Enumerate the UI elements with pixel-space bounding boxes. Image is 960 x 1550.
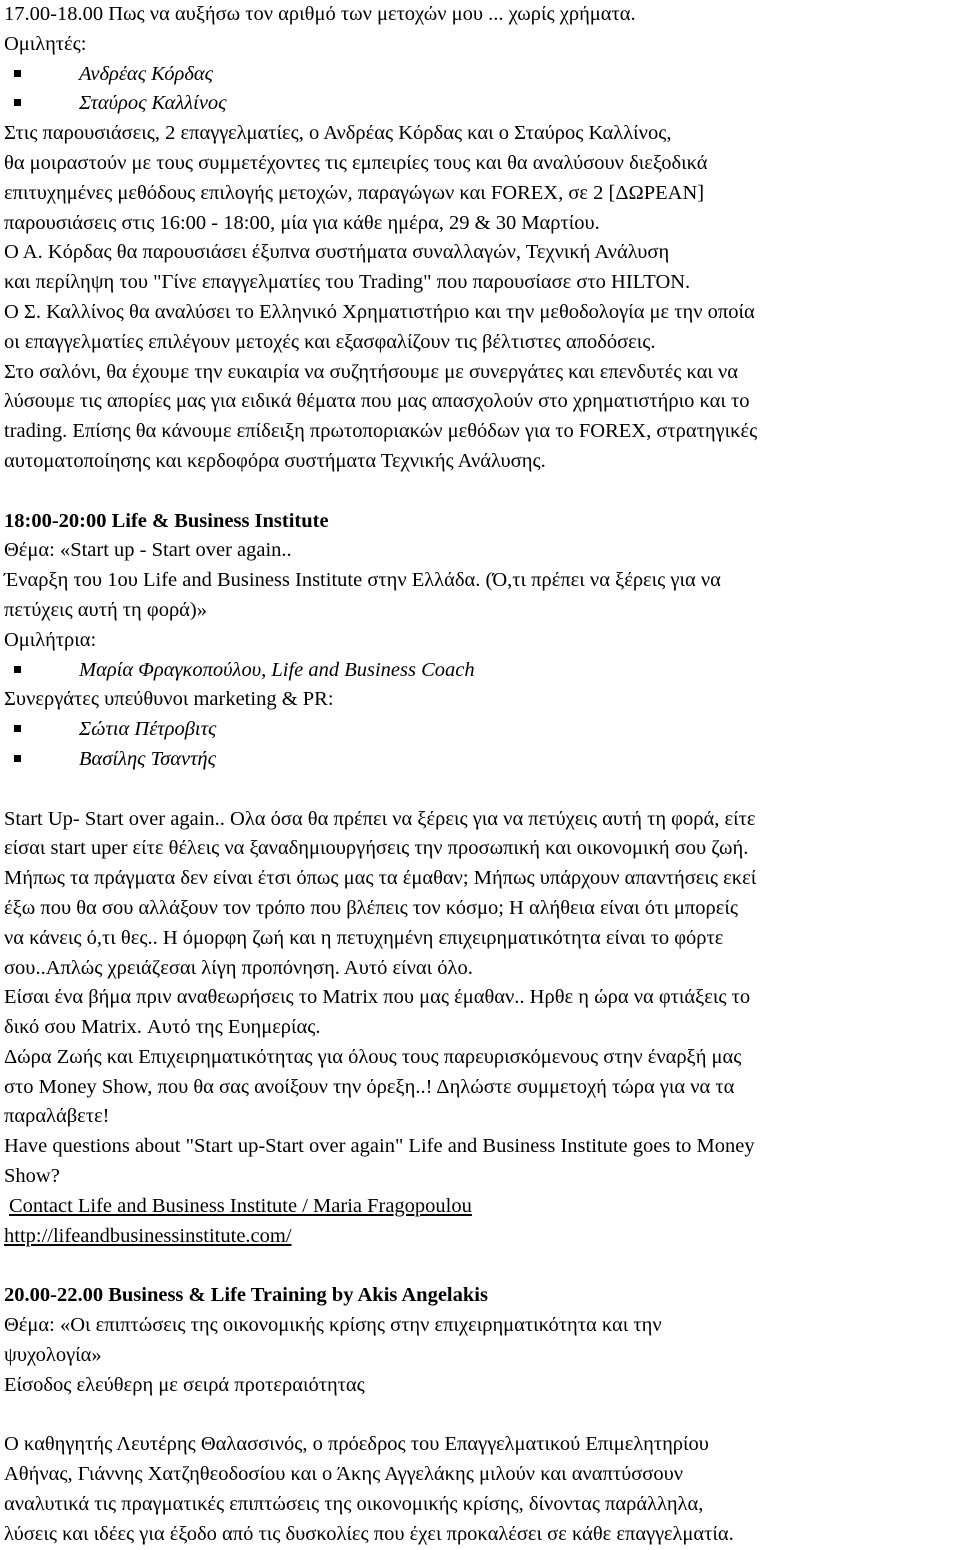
partner-name: Σώτια Πέτροβιτς bbox=[79, 718, 217, 741]
body-line: Ο καθηγητής Λευτέρης Θαλασσινός, ο πρόεδρος του Επαγγελματικού Επιμελητηρίου bbox=[4, 1433, 709, 1456]
paragraph-line: Ο Σ. Καλλίνος θα αναλύσει το Ελληνικό Χρηματιστήριο και την μεθοδολογία με την οποία bbox=[4, 300, 755, 323]
website-link[interactable]: http://lifeandbusinessinstitute.com/ bbox=[4, 1224, 292, 1247]
partner-name: Βασίλης Τσαντής bbox=[79, 747, 216, 770]
body-line: Μήπως τα πράγματα δεν είναι έτσι όπως μας τα έμαθαν; Μήπως υπάρχουν απαντήσεις εκεί bbox=[4, 867, 757, 890]
paragraph-line: οι επαγγελματίες επιλέγουν μετοχές και εξασφαλίζουν τις βέλτιστες αποδόσεις. bbox=[4, 330, 656, 353]
body-line: λύσεις και ιδέες για έξοδο από τις δυσκολίες που έχει προκαλέσει σε κάθε επαγγελματία. bbox=[4, 1522, 734, 1545]
body-line: είσαι start uper είτε θέλεις να ξαναδημιουργήσεις την προσωπική και οικονομική σου ζωή. bbox=[4, 837, 749, 860]
body-line: αναλυτικά τις πραγματικές επιπτώσεις της οικονομικής κρίσης, δίνοντας παράλληλα, bbox=[4, 1492, 704, 1515]
body-line: να κάνεις ό,τι θες.. Η όμορφη ζωή και η πετυχημένη επιχειρηματικότητα είναι το φόρτε bbox=[4, 926, 724, 949]
paragraph-line: Στο σαλόνι, θα έχουμε την ευκαιρία να συζητήσουμε με συνεργάτες και επενδυτές και να bbox=[4, 360, 738, 383]
spacer bbox=[4, 1251, 954, 1281]
entry-note: Είσοδος ελεύθερη με σειρά προτεραιότητας bbox=[4, 1373, 365, 1396]
bullet-icon bbox=[14, 725, 21, 732]
contact-link[interactable]: Contact Life and Business Institute / Maria Fragopoulou bbox=[9, 1194, 472, 1217]
paragraph-line: Ο Α. Κόρδας θα παρουσιάσει έξυπνα συστήματα συναλλαγών, Τεχνική Ανάλυση bbox=[4, 241, 670, 264]
session-1-title: 17.00-18.00 Πως να αυξήσω τον αριθμό των μετοχών μου ... χωρίς χρήματα. bbox=[4, 3, 636, 25]
bullet-icon bbox=[14, 755, 21, 762]
topic-line: Θέμα: «Start up - Start over again.. bbox=[4, 539, 292, 562]
topic-line: Έναρξη του 1ου Life and Business Institute στην Ελλάδα. (Ό,τι πρέπει να ξέρεις για να bbox=[4, 569, 721, 592]
bullet-icon bbox=[14, 99, 21, 106]
bullet-icon bbox=[14, 70, 21, 77]
paragraph-line: και περίληψη του "Γίνε επαγγελματίες του Trading" που παρουσίασε στο HILTON. bbox=[4, 271, 691, 294]
session-3-heading: 20.00-22.00 Business & Life Training by Akis Angelakis bbox=[4, 1284, 488, 1307]
session-3 bbox=[4, 1281, 954, 1549]
session-2 bbox=[4, 507, 954, 1252]
spacer bbox=[4, 477, 954, 507]
speaker-item bbox=[4, 60, 954, 90]
paragraph-line: Στις παρουσιάσεις, 2 επαγγελματίες, ο Ανδρέας Κόρδας και ο Σταύρος Καλλίνος, bbox=[4, 122, 672, 145]
body-line: έξω που θα σου αλλάξουν τον τρόπο που βλέπεις τον κόσμο; Η αλήθεια είναι ότι μπορείς bbox=[4, 896, 738, 919]
topic-line: Θέμα: «Οι επιπτώσεις της οικονομικής κρίσης στην επιχειρηματικότητα και την bbox=[4, 1314, 662, 1337]
partners-label: Συνεργάτες υπεύθυνοι marketing & PR: bbox=[4, 688, 334, 711]
session-2-heading: 18:00-20:00 Life & Business Institute bbox=[4, 509, 329, 532]
speaker-item bbox=[4, 656, 954, 686]
bullet-icon bbox=[14, 666, 21, 673]
speaker-item bbox=[4, 89, 954, 119]
topic-line: πετύχεις αυτή τη φορά)» bbox=[4, 598, 207, 621]
paragraph-line: παρουσιάσεις στις 16:00 - 18:00, μία για κάθε ημέρα, 29 & 30 Μαρτίου. bbox=[4, 211, 600, 234]
partner-item bbox=[4, 745, 954, 775]
body-line: Have questions about "Start up-Start over again" Life and Business Institute goes to Money bbox=[4, 1135, 755, 1158]
body-line: στο Money Show, που θα σας ανοίξουν την όρεξη..! Δηλώστε συμμετοχή τώρα για να τα bbox=[4, 1075, 735, 1098]
speaker-name: Σταύρος Καλλίνος bbox=[79, 92, 227, 115]
spacer bbox=[4, 775, 954, 805]
spacer bbox=[4, 1400, 954, 1430]
body-line: Δώρα Ζωής και Επιχειρηματικότητας για όλους τους παρευρισκόμενους στην έναρξή μας bbox=[4, 1045, 742, 1068]
paragraph-line: επιτυχημένες μεθόδους επιλογής μετοχών, παραγώγων και FOREX, σε 2 [ΔΩΡΕΑΝ] bbox=[4, 181, 705, 204]
body-line: δικό σου Matrix. Αυτό της Ευημερίας. bbox=[4, 1016, 321, 1039]
body-line: Start Up- Start over again.. Ολα όσα θα πρέπει να ξέρεις για να πετύχεις αυτή τη φορά, είτε bbox=[4, 807, 756, 830]
session-1 bbox=[4, 0, 954, 477]
paragraph-line: trading. Επίσης θα κάνουμε επίδειξη πρωτοποριακών μεθόδων για το FOREX, στρατηγικές bbox=[4, 420, 758, 443]
body-line: παραλάβετε! bbox=[4, 1105, 110, 1128]
speaker-name: Ανδρέας Κόρδας bbox=[79, 62, 213, 85]
paragraph-line: θα μοιραστούν με τους συμμετέχοντες τις εμπειρίες τους και θα αναλύσουν διεξοδικά bbox=[4, 151, 708, 174]
body-line: σου..Απλώς χρειάζεσαι λίγη προπόνηση. Αυτό είναι όλο. bbox=[4, 956, 473, 979]
body-line: Είσαι ένα βήμα πριν αναθεωρήσεις το Matrix που μας έμαθαν.. Ηρθε η ώρα να φτιάξεις το bbox=[4, 986, 751, 1009]
body-line: Αθήνας, Γιάννης Χατζηθεοδοσίου και ο Άκης Αγγελάκης μιλούν και αναπτύσσουν bbox=[4, 1463, 683, 1486]
partner-item bbox=[4, 715, 954, 745]
paragraph-line: αυτοματοποίησης και κερδοφόρα συστήματα Τεχνικής Ανάλυσης. bbox=[4, 449, 546, 472]
paragraph-line: λύσουμε τις απορίες μας για ειδικά θέματα που μας απασχολούν στο χρηματιστήριο και το bbox=[4, 390, 750, 413]
topic-line: ψυχολογία» bbox=[4, 1343, 102, 1366]
body-line: Show? bbox=[4, 1165, 60, 1188]
speakers-label: Ομιλητές: bbox=[4, 32, 87, 55]
speaker-label: Ομιλήτρια: bbox=[4, 628, 97, 651]
speaker-name: Μαρία Φραγκοπούλου, Life and Business Coach bbox=[79, 658, 475, 681]
